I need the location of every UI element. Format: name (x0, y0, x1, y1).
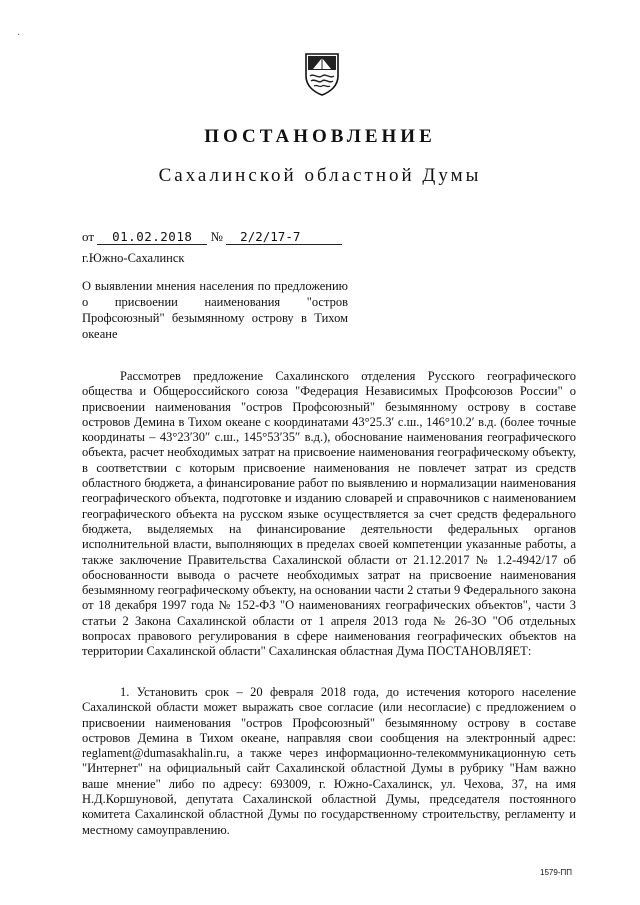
document-number: 2/2/17-7 (226, 230, 342, 245)
number-prefix: № (210, 229, 223, 244)
paragraph-item-1: 1. Установить срок – 20 февраля 2018 года, до истечения которого население Сахалинской области может выражать свое согласие (или несогласие) с предложением о присвоении наименования "остров Профсоюзный" безымянному острову в составе островов Демина в Тихом океане, направляя свои сообщения на электронный адрес: reglament@dumasakhalin.ru, а также через информационно-телекоммуникационную сеть "Интернет" на официальный сайт Сахалинской областной Думы в рубрику "Нам важно ваше мнение" либо по адресу: 693009, г. Южно-Сахалинск, ул. Чехова, 37, на имя Н.Д.Коршуновой, депутата Сахалинской областной Думы, председателя постоянного комитета Сахалинской областной Думы по государственному строительству, регламенту и местному самоуправлению. (82, 685, 576, 837)
document-subtitle: Сахалинской областной Думы (158, 165, 482, 186)
scan-mark: · (17, 30, 21, 41)
footer-code: 1579-ПП (540, 868, 572, 877)
city: г.Южно-Сахалинск (82, 251, 185, 265)
sakhalin-coat-of-arms-icon (304, 52, 340, 96)
document-date: 01.02.2018 (97, 230, 207, 245)
date-prefix: от (82, 229, 95, 244)
document-title: ПОСТАНОВЛЕНИЕ (204, 126, 436, 147)
paragraph-preamble: Рассмотрев предложение Сахалинского отделения Русского географического общества и Общероссийского союза "Федерация Независимых Профсоюзов России" о присвоении наименования "остров Профсоюзный" безымянному острову в составе островов Демина в Тихом океане с координатами 43°25.3′ с.ш., 146°10.2′ в.д. (более точные координаты – 43°23′30″ с.ш., 145°53′35″ в.д.), обоснование наименования географического объекта, расчет необходимых затрат на присвоение наименования географическому объекту, в соответствии с которым присвоение наименования не повлечет затрат из средств областного бюджета, а финансирование работ по выявлению и нормализации наименования географического объекта, подготовке и изданию словарей и справочников с наименованием географического объекта на русском языке осуществляется за счет средств федерального бюджета, выделяемых на финансирование деятельности федеральных органов исполнительной власти, выполняющих в пределах своей компетенции указанные работы, а также заключение Правительства Сахалинской области от 21.12.2017 № 1.2-4942/17 об обоснованности вывода о расчете необходимых затрат на присвоение наименования безымянному географическому объекту, на основании части 2 статьи 9 Федерального закона от 18 декабря 1997 года № 152-ФЗ "О наименованиях географических объектов", части 3 статьи 2 Закона Сахалинской области от 1 апреля 2013 года № 26-ЗО "Об отдельных вопросах правового регулирования в сфере наименования географических объектов на территории Сахалинской области" Сахалинская областная Дума ПОСТАНОВЛЯЕТ: (82, 369, 576, 659)
document-subject: О выявлении мнения населения по предложению о присвоении наименования "остров Профсоюзный" безымянному острову в Тихом океане (82, 279, 348, 341)
date-number-row (82, 229, 342, 245)
